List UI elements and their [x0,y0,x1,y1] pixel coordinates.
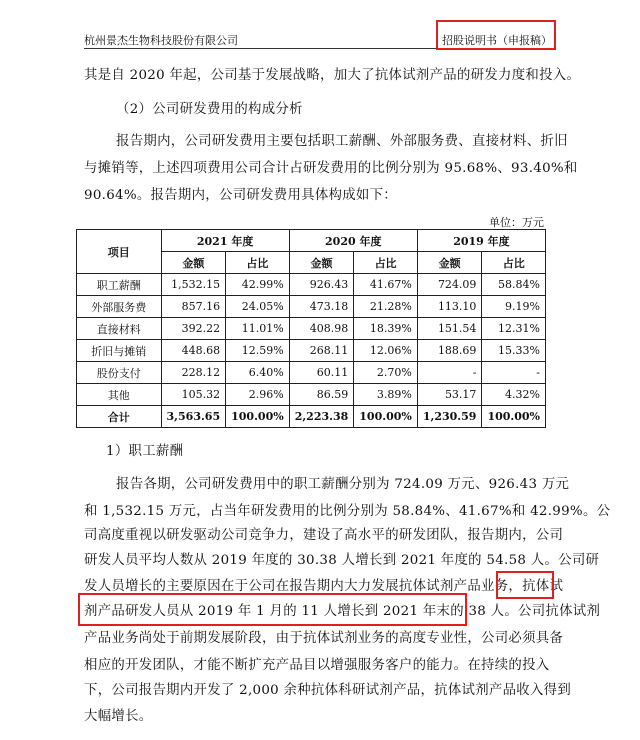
paragraph-line: 与摊销等，上述四项费用公司合计占研发费用的比例分别为 95.68%、93.40%和 [84,161,578,176]
cell: 60.11 [289,362,354,384]
highlight-box-bottom [78,593,467,626]
cell: 2,223.38 [289,406,354,428]
cell: 12.31% [482,318,546,340]
col-header-year: 2021 年度 [161,230,289,252]
subsection-heading: 1）职工薪酬 [106,444,184,459]
cell: 12.06% [354,340,418,362]
cell: 9.19% [482,296,546,318]
paragraph-line: 司高度重视以研发驱动公司竞争力，建设了高水平的研发团队，报告期内，公司 [84,528,564,543]
table-row [77,362,546,384]
unit-label: 单位：万元 [489,216,544,229]
row-label: 合计 [77,406,162,428]
cell: - [482,362,546,384]
cell: 86.59 [289,384,354,406]
col-header-amount: 金额 [289,252,354,274]
cell: 151.54 [417,318,482,340]
row-label: 外部服务费 [77,296,162,318]
table-row [77,296,546,318]
cell: 58.84% [482,274,546,296]
table-row [77,384,546,406]
col-header-amount: 金额 [417,252,482,274]
table-row [77,318,546,340]
cell: 4.32% [482,384,546,406]
cell: 268.11 [289,340,354,362]
cell: 53.17 [417,384,482,406]
row-label: 折旧与摊销 [77,340,162,362]
document-title: 招股说明书（申报稿） [442,34,552,47]
table-row [77,340,546,362]
paragraph-line: 和 1,532.15 万元，占当年研发费用的比例分别为 58.84%、41.67%和 42.99%。公 [84,504,611,519]
paragraph-line: 研发人员平均人数从 2019 年度的 30.38 人增长到 2021 年度的 54.58 人。公司研 [84,553,600,568]
highlight-box-top [496,571,554,599]
cell: 113.10 [417,296,482,318]
cell: 11.01% [226,318,290,340]
col-header-amount: 金额 [161,252,226,274]
paragraph-line: 报告各期，公司研发费用中的职工薪酬分别为 724.09 万元、926.43 万元 [116,477,570,492]
paragraph-line: 报告期内，公司研发费用主要包括职工薪酬、外部服务费、直接材料、折旧 [116,134,568,149]
row-label: 职工薪酬 [77,274,162,296]
cell: 857.16 [161,296,226,318]
col-header-year: 2020 年度 [289,230,417,252]
cell: 18.39% [354,318,418,340]
cell: 1,230.59 [417,406,482,428]
cell: 15.33% [482,340,546,362]
col-header-item: 项目 [77,230,162,274]
cell: 408.98 [289,318,354,340]
cell: 392.22 [161,318,226,340]
cell: 724.09 [417,274,482,296]
cell: 12.59% [226,340,290,362]
cell: 100.00% [354,406,418,428]
paragraph-line: 大幅增长。 [84,709,153,724]
paragraph-line: 相应的开发团队，才能不断扩充产品目以增强服务客户的能力。在持续的投入 [84,658,550,673]
cell: 473.18 [289,296,354,318]
col-header-year: 2019 年度 [417,230,545,252]
cell: 21.28% [354,296,418,318]
cell: 2.70% [354,362,418,384]
cell: 2.96% [226,384,290,406]
company-name: 杭州景杰生物科技股份有限公司 [84,34,238,47]
cell: 100.00% [482,406,546,428]
cell: 3.89% [354,384,418,406]
cell: 926.43 [289,274,354,296]
col-header-ratio: 占比 [354,252,418,274]
cell: 6.40% [226,362,290,384]
cell: 448.68 [161,340,226,362]
cell: 41.67% [354,274,418,296]
cell: 1,532.15 [161,274,226,296]
header-highlight-box [436,20,556,50]
row-label: 股份支付 [77,362,162,384]
col-header-ratio: 占比 [226,252,290,274]
table-header-row [77,230,546,252]
cell: 3,563.65 [161,406,226,428]
cell: 188.69 [417,340,482,362]
paragraph-line: 产品业务尚处于前期发展阶段，由于抗体试剂业务的高度专业性，公司必须具备 [84,631,564,646]
paragraph-line: 下，公司报告期内开发了 2,000 余种抗体科研试剂产品，抗体试剂产品收入得到 [84,683,572,698]
paragraph-line: 剂产品研发人员从 2019 年 1 月的 11 人增长到 2021 年末的 38 人。公司抗体试剂 [84,604,601,619]
paragraph-line: 其是自 2020 年起，公司基于发展战略，加大了抗体试剂产品的研发力度和投入。 [84,68,581,83]
cell: 105.32 [161,384,226,406]
table-row [77,274,546,296]
table-total-row [77,406,546,428]
section-heading: （2）公司研发费用的构成分析 [116,102,303,117]
cell: 42.99% [226,274,290,296]
cell: - [417,362,482,384]
paragraph-line: 发人员增长的主要原因在于公司在报告期内大力发展抗体试剂产品业务，抗体试 [84,579,564,594]
cell: 100.00% [226,406,290,428]
row-label: 直接材料 [77,318,162,340]
rd-expense-table [76,229,546,428]
paragraph-line: 90.64%。报告期内，公司研发费用具体构成如下： [84,188,397,203]
cell: 24.05% [226,296,290,318]
row-label: 其他 [77,384,162,406]
cell: 228.12 [161,362,226,384]
col-header-ratio: 占比 [482,252,546,274]
